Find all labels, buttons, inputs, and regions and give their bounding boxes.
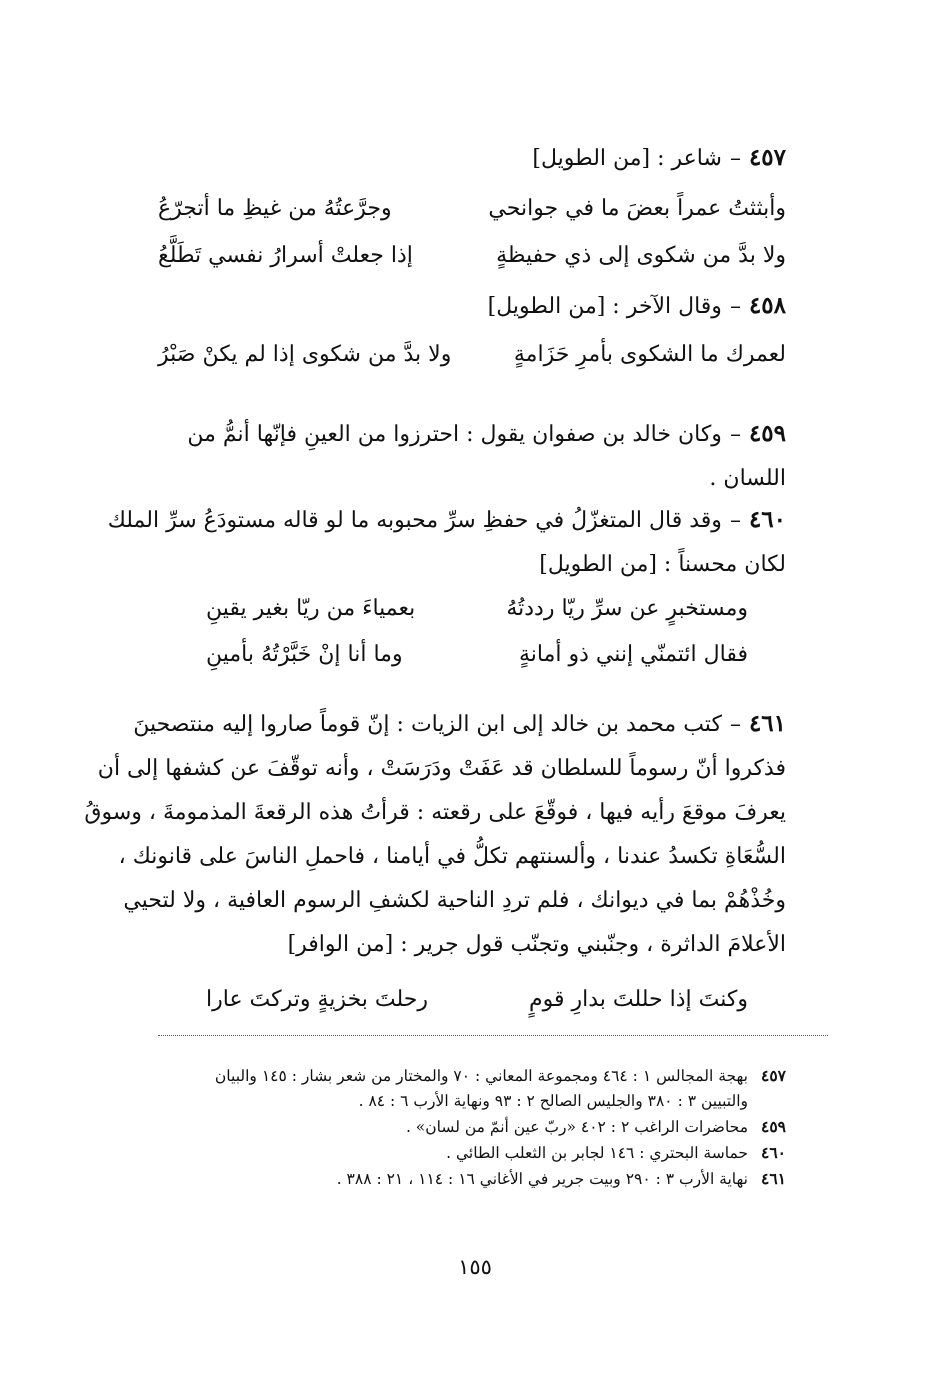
- entry-text-line: كتب محمد بن خالد إلى ابن الزيات : إنّ قوماً صاروا إليه منتصحينَ: [133, 712, 722, 737]
- entry-number: ٤٦١: [748, 710, 786, 737]
- entry-461: ٤٦١–كتب محمد بن خالد إلى ابن الزيات : إنّ قوماً صاروا إليه منتصحينَ فذكروا أنّ رسوماً للسلطان قد عَفَتْ ودَرَسَتْ ، وأنه توقّفَ عن كشفها إلى أن يعرفَ موقعَ رأيه فيها ، فوقّعَ على رقعته : قرأتُ هذه الرقعةَ المذمومةَ ، وسوقُ السُّعَاةِ تكسدُ عندنا ، وألسنتهم تكلُّ في أيامنا ، فاحملِ الناسَ على قانونك ، وخُذْهُمْ بما في ديوانك ، فلم تردِ الناحية لكشفِ الرسوم العافية ، ولا لتحيي الأعلامَ الداثرة ، وجنّبني وتجنّب قول جرير : [من الوافر]: [158, 702, 786, 967]
- footnote: [158, 1140, 786, 1166]
- entry-459: ٤٥٩–وكان خالد بن صفوان يقول : احترزوا من العينِ فإنّها أنمُّ من اللسان .: [158, 412, 786, 501]
- verse-line: [158, 633, 786, 677]
- footnote-text-line: بهجة المجالس ١ : ٤٦٤ ومجموعة المعاني : ٧٠ والمختار من شعر بشار : ١٤٥ والبيان: [214, 1067, 748, 1085]
- footnote-number: ٤٥٩: [761, 1117, 786, 1136]
- entry-text-line: يعرفَ موقعَ رأيه فيها ، فوقّعَ على رقعته : قرأتُ هذه الرقعةَ المذمومةَ ، وسوقُ: [84, 800, 786, 825]
- entry-number: ٤٦٠: [748, 506, 786, 533]
- verse-second-hemistich: وما أنا إنْ خَبَّرْتُهُ بأمينِ: [206, 642, 403, 667]
- entry-text-line: فذكروا أنّ رسوماً للسلطان قد عَفَتْ ودَرَسَتْ ، وأنه توقّفَ عن كشفها إلى أن: [97, 756, 786, 781]
- entry-heading: وقال الآخر : [من الطويل]: [487, 294, 722, 319]
- entry-heading: شاعر : [من الطويل]: [532, 146, 722, 171]
- footnotes: [158, 1063, 786, 1192]
- footnote-text-line: والتبيين ٣ : ٣٨٠ والجليس الصالح ٢ : ٩٣ ونهاية الأرب ٦ : ٨٤ .: [358, 1092, 748, 1110]
- entry-number: ٤٥٨: [748, 292, 786, 319]
- verse-first-hemistich: ومستخبرٍ عن سرِّ ريّا رددتُهُ: [506, 596, 748, 621]
- footnote-number: ٤٥٧: [761, 1066, 786, 1085]
- verse-second-hemistich: رحلتَ بخزيةٍ وتركتَ عارا: [206, 987, 428, 1012]
- entry-text-line: السُّعَاةِ تكسدُ عندنا ، وألسنتهم تكلُّ في أيامنا ، فاحملِ الناسَ على قانونك ،: [118, 844, 786, 869]
- footnote-text-line: محاضرات الراغب ٢ : ٤٠٢ «ربّ عين أنمّ من لسان» .: [405, 1118, 748, 1136]
- entry-text-line: وخُذْهُمْ بما في ديوانك ، فلم تردِ الناحية لكشفِ الرسوم العافية ، ولا لتحيي: [123, 888, 786, 913]
- verse-line: [158, 587, 786, 631]
- entry-457-heading: ٤٥٧–شاعر : [من الطويل]: [532, 144, 786, 171]
- verse-line: [158, 234, 786, 278]
- footnote-text-line: حماسة البحتري : ١٤٦ لجابر بن الثعلب الطائي .: [446, 1144, 748, 1162]
- verse-first-hemistich: ولا بدَّ من شكوى إلى ذي حفيظةٍ: [496, 243, 786, 268]
- verse-first-hemistich: فقال ائتمنّي إنني ذو أمانةٍ: [518, 642, 748, 667]
- footnote-number: ٤٦١: [761, 1169, 786, 1188]
- footnote: [158, 1063, 786, 1114]
- verse-first-hemistich: وأبثثتُ عمراً بعضَ ما في جوانحي: [488, 196, 786, 221]
- footnote-text-line: نهاية الأرب ٣ : ٢٩٠ وبيت جرير في الأغاني ١٦ : ١١٤ ، ٢١ : ٣٨٨ .: [336, 1170, 748, 1188]
- entry-text-line: اللسان .: [709, 466, 786, 491]
- entry-text-line: لكان محسناً : [من الطويل]: [539, 552, 786, 577]
- verse-second-hemistich: ولا بدَّ من شكوى إذا لم يكنْ صَبْرُ: [158, 342, 452, 367]
- footnote-separator: [158, 1035, 828, 1036]
- page-number: ١٥٥: [458, 1255, 492, 1279]
- entry-460: ٤٦٠–وقد قال المتغزّلُ في حفظِ سرِّ محبوبه ما لو قاله مستودَعُ سرِّ الملك لكان محسناً : [من الطويل]: [158, 498, 786, 587]
- verse-second-hemistich: بعمياءَ من ريّا بغير يقينِ: [206, 596, 416, 621]
- footnote: [158, 1114, 786, 1140]
- entry-number: ٤٥٧: [748, 144, 786, 171]
- verse-second-hemistich: وجرَّعتُهُ من غيظِ ما أتجرّعُ: [158, 196, 392, 221]
- verse-line: [158, 978, 786, 1022]
- entry-text-line: وكان خالد بن صفوان يقول : احترزوا من العينِ فإنّها أنمُّ من: [187, 422, 722, 447]
- entry-458-heading: ٤٥٨–وقال الآخر : [من الطويل]: [487, 292, 786, 319]
- entry-text-line: الأعلامَ الداثرة ، وجنّبني وتجنّب قول جرير : [من الوافر]: [287, 932, 786, 957]
- entry-number: ٤٥٩: [748, 420, 786, 447]
- verse-second-hemistich: إذا جعلتْ أسرارُ نفسي تَطَلَّعُ: [158, 243, 413, 268]
- footnote: [158, 1166, 786, 1192]
- verse-line: [158, 333, 786, 377]
- entry-text-line: وقد قال المتغزّلُ في حفظِ سرِّ محبوبه ما لو قاله مستودَعُ سرِّ الملك: [107, 508, 722, 533]
- verse-line: [158, 187, 786, 231]
- verse-first-hemistich: وكنتَ إذا حللتَ بدارِ قومٍ: [528, 987, 748, 1012]
- footnote-number: ٤٦٠: [761, 1143, 786, 1162]
- verse-first-hemistich: لعمرك ما الشكوى بأمرِ حَزَامةٍ: [513, 342, 786, 367]
